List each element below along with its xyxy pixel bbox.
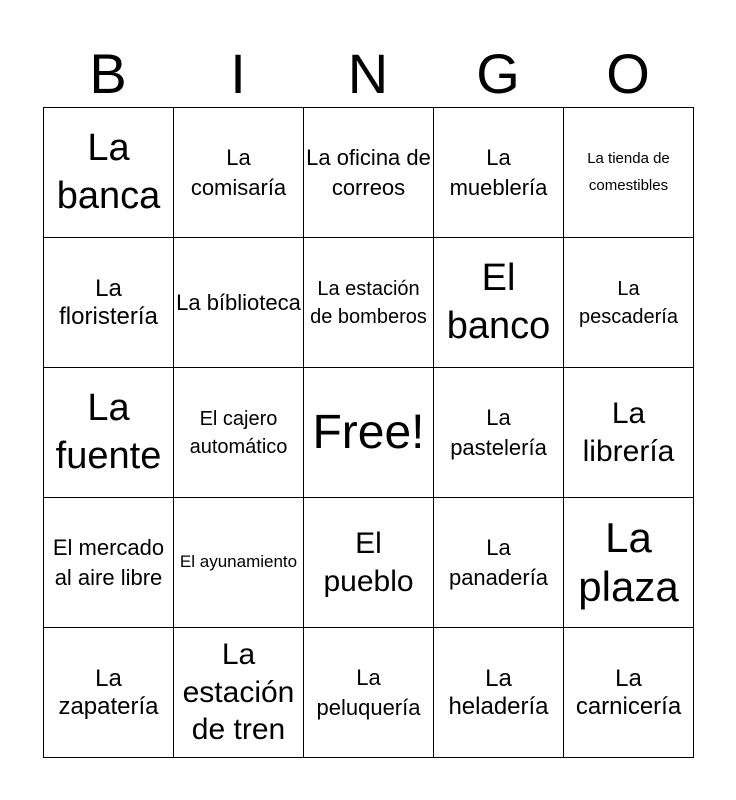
bingo-cell[interactable]: La bíblioteca [174,238,304,368]
bingo-cell[interactable]: El pueblo [304,498,434,628]
bingo-cell[interactable]: La heladería [434,628,564,758]
bingo-cell[interactable]: La oficina de correos [304,108,434,238]
header-letter-g: G [476,42,520,105]
bingo-cell[interactable]: La plaza [564,498,694,628]
bingo-cell[interactable]: La panadería [434,498,564,628]
bingo-cell[interactable]: La estación de bomberos [304,238,434,368]
header-letter-b: B [89,42,127,105]
header-letter-i: I [230,42,246,105]
free-space[interactable]: Free! [304,368,434,498]
header-letter-n: N [347,42,389,105]
bingo-cell[interactable]: El cajero automático [174,368,304,498]
bingo-cell[interactable]: El banco [434,238,564,368]
bingo-cell[interactable]: La floristería [44,238,174,368]
bingo-cell[interactable]: La librería [564,368,694,498]
bingo-cell[interactable]: La tienda de comestibles [564,108,694,238]
bingo-header [43,42,693,106]
bingo-cell[interactable]: La fuente [44,368,174,498]
bingo-cell[interactable]: La carnicería [564,628,694,758]
bingo-cell[interactable]: La pastelería [434,368,564,498]
bingo-cell[interactable]: La pescadería [564,238,694,368]
bingo-cell[interactable]: La zapatería [44,628,174,758]
bingo-cell[interactable]: La estación de tren [174,628,304,758]
bingo-cell[interactable]: El ayunamiento [174,498,304,628]
bingo-cell[interactable]: La comisaría [174,108,304,238]
bingo-cell[interactable]: La peluquería [304,628,434,758]
bingo-board [43,107,694,758]
bingo-cell[interactable]: La mueblería [434,108,564,238]
bingo-cell[interactable]: El mercado al aire libre [44,498,174,628]
header-letter-o: O [606,42,650,105]
bingo-cell[interactable]: La banca [44,108,174,238]
